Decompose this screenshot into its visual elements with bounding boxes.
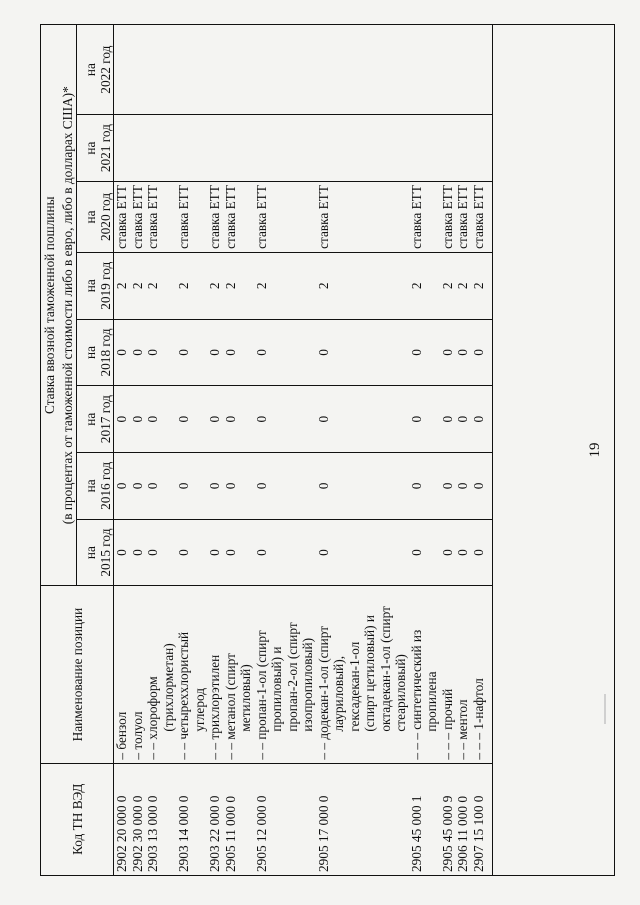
row-rate-4: 0: [114, 319, 130, 386]
table-row: [130, 25, 146, 876]
row-name-line: – – додекан-1-ол (спирт: [315, 625, 331, 760]
filler-cell: [486, 252, 492, 319]
row-rate-8: [223, 25, 254, 115]
row-rate-5: 2: [114, 252, 130, 319]
row-rate-7: [254, 115, 316, 182]
row-rate-6: ставка ЕТТ: [455, 181, 471, 252]
row-name-line: – – четыреххлористый: [176, 631, 191, 760]
row-rate-8: [409, 25, 440, 115]
table-row: [455, 25, 471, 876]
scan-mark: [604, 694, 606, 724]
row-code: 2902 20 000 0: [114, 763, 130, 875]
row-rate-7: [114, 115, 130, 182]
year-prefix: на: [83, 546, 98, 560]
row-name-line: – – хлороформ: [145, 676, 160, 760]
row-name-line: пропиловый) и: [269, 646, 284, 732]
row-rate-2: 0: [254, 453, 316, 520]
row-name: [223, 586, 254, 763]
row-code: 2903 14 000 0: [176, 763, 207, 875]
row-rate-8: [130, 25, 146, 115]
row-name-line: изопропиловый): [300, 638, 315, 732]
year-label: 2018 год: [97, 328, 113, 377]
row-rate-1: 0: [114, 519, 130, 586]
row-rate-6: ставка ЕТТ: [223, 181, 254, 252]
header-rate-subtitle: (в процентах от таможенной стоимости либо в евро, либо в долларах США)*: [59, 25, 77, 586]
header-year-5: [77, 252, 114, 319]
row-rate-8: [207, 25, 223, 115]
year-label: 2020 год: [97, 192, 113, 241]
row-rate-4: 0: [440, 319, 456, 386]
row-name-line: октадекан-1-ол (спирт: [377, 606, 393, 732]
row-rate-6: ставка ЕТТ: [145, 181, 176, 252]
row-rate-6: ставка ЕТТ: [176, 181, 207, 252]
table-row: [409, 25, 440, 876]
row-name-line: пропилена: [424, 671, 439, 732]
row-rate-3: 0: [176, 386, 207, 453]
row-rate-1: 0: [316, 519, 409, 586]
row-rate-3: 0: [440, 386, 456, 453]
row-rate-7: [176, 115, 207, 182]
row-name: [130, 586, 146, 763]
row-rate-3: 0: [223, 386, 254, 453]
row-rate-3: 0: [130, 386, 146, 453]
row-rate-5: 2: [440, 252, 456, 319]
header-year-6: [77, 181, 114, 252]
row-name-line: пропан-2-ол (спирт: [284, 622, 300, 732]
row-rate-1: 0: [223, 519, 254, 586]
row-rate-5: 2: [176, 252, 207, 319]
year-prefix: на: [83, 141, 98, 155]
row-rate-1: 0: [471, 519, 487, 586]
filler-cell: [486, 586, 492, 763]
header-code: Код ТН ВЭД: [41, 763, 114, 875]
row-name-line: – – – синтетический из: [408, 629, 424, 760]
header-year-4: [77, 319, 114, 386]
year-prefix: на: [83, 63, 98, 77]
filler-cell: [486, 519, 492, 586]
row-name-line: стеариловый): [393, 654, 408, 732]
row-rate-1: 0: [145, 519, 176, 586]
year-prefix: на: [83, 279, 98, 293]
row-rate-6: ставка ЕТТ: [440, 181, 456, 252]
row-code: 2905 17 000 0: [316, 763, 409, 875]
row-name-line: – – метанол (спирт: [222, 653, 238, 760]
row-rate-1: 0: [440, 519, 456, 586]
year-prefix: на: [83, 345, 98, 359]
row-rate-2: 0: [409, 453, 440, 520]
row-name-line: (трихлорметан): [160, 643, 176, 732]
row-rate-4: 0: [455, 319, 471, 386]
year-prefix: на: [83, 412, 98, 426]
filler-cell: [486, 181, 492, 252]
year-label: 2017 год: [97, 395, 113, 444]
row-name-line: гексадекан-1-ол: [346, 641, 362, 732]
row-rate-4: 0: [316, 319, 409, 386]
row-rate-7: [471, 115, 487, 182]
row-name-line: – – пропан-1-ол (спирт: [253, 630, 269, 760]
row-rate-6: ставка ЕТТ: [471, 181, 487, 252]
table-row: [207, 25, 223, 876]
filler-cell: [486, 763, 492, 875]
table-row: [440, 25, 456, 876]
row-name: [471, 586, 487, 763]
row-rate-4: 0: [145, 319, 176, 386]
row-name: [316, 586, 409, 763]
header-rate-title: Ставка ввозной таможенной пошлины: [41, 25, 59, 586]
row-rate-5: 2: [223, 252, 254, 319]
year-label: 2015 год: [97, 528, 113, 577]
row-name: [440, 586, 456, 763]
row-rate-6: ставка ЕТТ: [254, 181, 316, 252]
filler-cell: [486, 453, 492, 520]
row-rate-7: [316, 115, 409, 182]
row-code: 2905 45 000 9: [440, 763, 456, 875]
row-rate-5: 2: [316, 252, 409, 319]
row-rate-2: 0: [440, 453, 456, 520]
row-rate-1: 0: [130, 519, 146, 586]
row-rate-2: 0: [455, 453, 471, 520]
row-rate-2: 0: [223, 453, 254, 520]
table-row: [316, 25, 409, 876]
row-rate-1: 0: [455, 519, 471, 586]
page-number: 19: [587, 442, 603, 458]
year-prefix: на: [83, 479, 98, 493]
row-rate-2: 0: [316, 453, 409, 520]
row-rate-6: ставка ЕТТ: [114, 181, 130, 252]
row-rate-4: 0: [130, 319, 146, 386]
row-rate-6: ставка ЕТТ: [130, 181, 146, 252]
row-rate-5: 2: [145, 252, 176, 319]
row-rate-3: 0: [145, 386, 176, 453]
row-rate-8: [254, 25, 316, 115]
filler-cell: [486, 25, 492, 115]
row-rate-7: [223, 115, 254, 182]
row-rate-5: 2: [254, 252, 316, 319]
row-name: [176, 586, 207, 763]
row-name-line: – толуол: [129, 711, 145, 760]
row-name: [207, 586, 223, 763]
header-year-8: [77, 25, 114, 115]
row-name-line: лауриловый),: [331, 655, 346, 732]
row-code: 2906 11 000 0: [455, 763, 471, 875]
row-rate-3: 0: [455, 386, 471, 453]
row-name: [409, 586, 440, 763]
year-prefix: на: [83, 210, 98, 224]
table-row: [254, 25, 316, 876]
filler-row: [486, 25, 492, 876]
row-rate-4: 0: [471, 319, 487, 386]
row-name-line: – – трихлорэтилен: [207, 654, 222, 760]
table-row: [223, 25, 254, 876]
table-body: [114, 25, 493, 876]
row-rate-4: 0: [223, 319, 254, 386]
row-rate-3: 0: [254, 386, 316, 453]
year-label: 2022 год: [97, 45, 113, 94]
row-rate-6: ставка ЕТТ: [409, 181, 440, 252]
row-rate-7: [130, 115, 146, 182]
row-name: [145, 586, 176, 763]
row-rate-2: 0: [207, 453, 223, 520]
row-name-line: – – – прочий: [439, 688, 455, 760]
row-rate-8: [145, 25, 176, 115]
row-rate-8: [471, 25, 487, 115]
row-name: [114, 586, 130, 763]
row-rate-6: ставка ЕТТ: [316, 181, 409, 252]
header-year-2: [77, 453, 114, 520]
tariff-table: [40, 24, 493, 876]
row-rate-5: 2: [471, 252, 487, 319]
filler-cell: [486, 319, 492, 386]
row-rate-6: ставка ЕТТ: [207, 181, 223, 252]
row-name-line: – бензол: [114, 711, 129, 760]
row-rate-3: 0: [471, 386, 487, 453]
table-row: [176, 25, 207, 876]
year-label: 2021 год: [97, 124, 113, 173]
row-rate-4: 0: [176, 319, 207, 386]
year-label: 2016 год: [97, 461, 113, 510]
row-rate-2: 0: [471, 453, 487, 520]
row-rate-5: 2: [130, 252, 146, 319]
row-name-line: (спирт цетиловый) и: [362, 615, 377, 732]
header-year-7: [77, 115, 114, 182]
header-year-1: [77, 519, 114, 586]
row-rate-2: 0: [130, 453, 146, 520]
row-rate-8: [455, 25, 471, 115]
row-rate-1: 0: [254, 519, 316, 586]
row-code: 2905 12 000 0: [254, 763, 316, 875]
row-rate-1: 0: [409, 519, 440, 586]
row-code: 2905 45 000 1: [409, 763, 440, 875]
row-rate-1: 0: [207, 519, 223, 586]
row-name-line: метиловый): [238, 664, 253, 732]
table-row: [145, 25, 176, 876]
row-rate-7: [440, 115, 456, 182]
row-rate-2: 0: [145, 453, 176, 520]
row-rate-8: [176, 25, 207, 115]
row-rate-3: 0: [409, 386, 440, 453]
row-rate-3: 0: [114, 386, 130, 453]
table-row: [471, 25, 487, 876]
table-row: [114, 25, 130, 876]
row-rate-5: 2: [409, 252, 440, 319]
row-rate-5: 2: [455, 252, 471, 319]
rotated-content: [40, 24, 615, 876]
row-code: 2902 30 000 0: [130, 763, 146, 875]
row-rate-7: [145, 115, 176, 182]
row-rate-2: 0: [114, 453, 130, 520]
row-name: [455, 586, 471, 763]
filler-cell: [486, 386, 492, 453]
row-rate-3: 0: [316, 386, 409, 453]
row-name-line: – – – 1-нафтол: [470, 678, 486, 760]
row-name-line: углерод: [191, 687, 207, 732]
row-rate-4: 0: [207, 319, 223, 386]
year-label: 2019 год: [97, 261, 113, 310]
row-rate-4: 0: [409, 319, 440, 386]
row-rate-4: 0: [254, 319, 316, 386]
row-rate-1: 0: [176, 519, 207, 586]
header-name: Наименование позиции: [41, 586, 114, 763]
row-rate-5: 2: [207, 252, 223, 319]
row-code: 2905 11 000 0: [223, 763, 254, 875]
row-name-line: – – ментол: [455, 699, 470, 760]
filler-cell: [486, 115, 492, 182]
row-code: 2903 13 000 0: [145, 763, 176, 875]
row-rate-8: [440, 25, 456, 115]
row-rate-8: [114, 25, 130, 115]
row-rate-7: [455, 115, 471, 182]
row-rate-2: 0: [176, 453, 207, 520]
row-rate-7: [207, 115, 223, 182]
row-rate-7: [409, 115, 440, 182]
row-name: [254, 586, 316, 763]
header-year-3: [77, 386, 114, 453]
row-code: 2903 22 000 0: [207, 763, 223, 875]
row-code: 2907 15 100 0: [471, 763, 487, 875]
row-rate-8: [316, 25, 409, 115]
row-rate-3: 0: [207, 386, 223, 453]
